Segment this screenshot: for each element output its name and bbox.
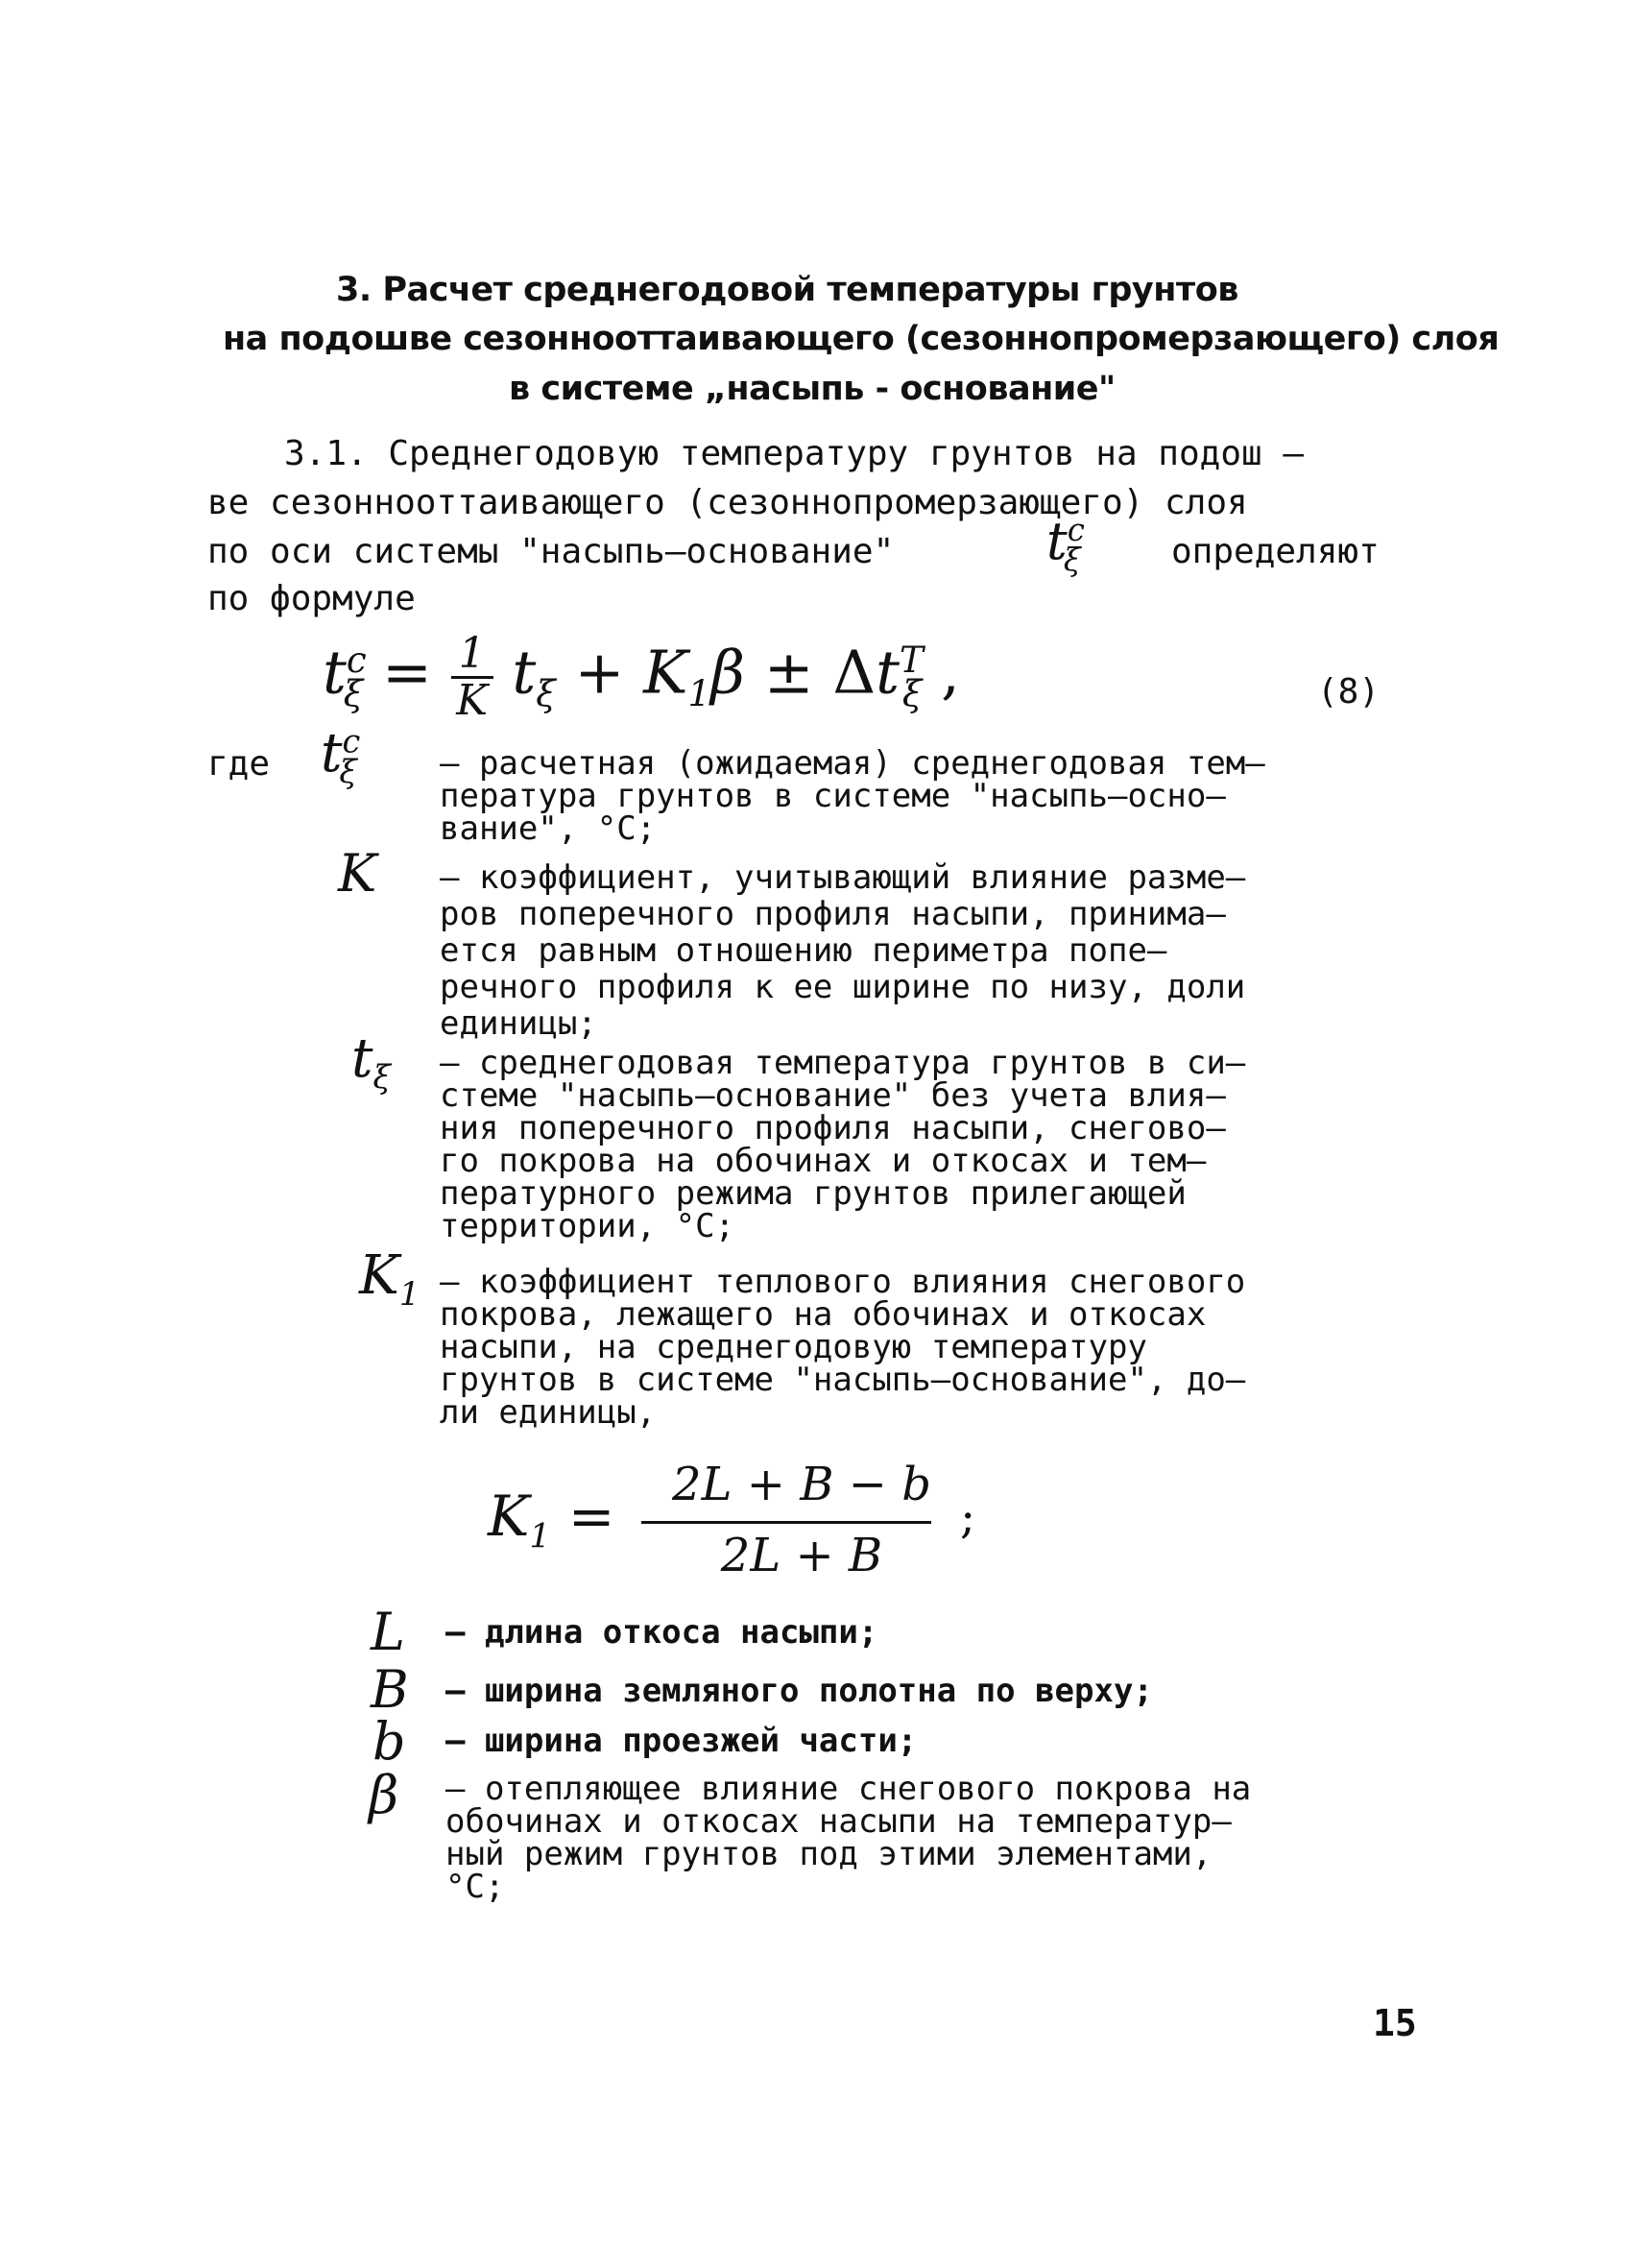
definition-line: – отепляющее влияние снегового покрова на: [445, 1770, 1252, 1808]
definition-symbol-l: L: [371, 1602, 405, 1662]
definition-symbol-k: K: [338, 843, 377, 904]
formula-k1-numerator: 2L + B − b: [672, 1458, 931, 1511]
definition-line: – расчетная (ожидаемая) среднегодовая тем–: [440, 744, 1265, 783]
paragraph-line-4: по формуле: [207, 579, 416, 618]
paragraph-line-3a: по оси системы "насыпь–основание": [207, 532, 895, 571]
definition-line: – ширина проезжей части;: [445, 1722, 918, 1760]
symbol-t-xi-c-inline: $t^c_\xi$: [1046, 511, 1085, 578]
definition-line: пература грунтов в системе "насыпь–осно–: [440, 777, 1226, 815]
definition-line: обочинах и откосах насыпи на температур–: [445, 1802, 1232, 1841]
formula-8-number: (8): [1317, 672, 1381, 712]
where-label: где: [207, 744, 271, 784]
definition-text-k: [440, 859, 1245, 1042]
definition-text-t-xi: [440, 1044, 1246, 1245]
definition-text-b-lower: [445, 1722, 918, 1760]
definition-line: грунтов в системе "насыпь–основание", до–: [440, 1361, 1246, 1399]
definition-symbol-beta: β: [369, 1765, 399, 1825]
formula-k1-lhs-symbol: K: [488, 1484, 530, 1549]
paragraph-line-1: 3.1. Среднегодовую температуру грунтов на подош –: [284, 434, 1305, 473]
definition-line: речного профиля к ее ширине по низу, доли: [440, 968, 1246, 1006]
page-number: 15: [1373, 2002, 1417, 2044]
definition-line: стеме "насыпь–основание" без учета влия–: [440, 1076, 1226, 1115]
definition-symbol-t-xi-c: $t^c_\xi$: [321, 722, 361, 791]
definition-line: пературного режима грунтов прилегающей: [440, 1174, 1187, 1213]
section-heading-line-2: на подошве сезоннооттаивающего (сезоннопромерзающего) слоя: [223, 320, 1500, 358]
definition-line: ный режим грунтов под этими элементами,: [445, 1835, 1213, 1873]
definition-text-beta: [445, 1770, 1252, 1906]
definition-line: го покрова на обочинах и откосах и тем–: [440, 1142, 1207, 1180]
definition-line: покрова, лежащего на обочинах и откосах: [440, 1295, 1207, 1334]
formula-k1-lhs: $K_1$ =: [488, 1484, 615, 1556]
definition-line: – ширина земляного полотна по верху;: [445, 1672, 1153, 1710]
definition-text-k1: [440, 1263, 1246, 1432]
formula-k1-end: ;: [960, 1490, 976, 1544]
definition-text-b-upper: [445, 1672, 1153, 1710]
definition-line: – коэффициент, учитывающий влияние разме–: [440, 858, 1246, 897]
definition-line: насыпи, на среднегодовую температуру: [440, 1328, 1147, 1366]
definition-line: °C;: [445, 1868, 505, 1906]
definition-symbol-k1: $K_1$: [359, 1244, 420, 1314]
definition-line: – среднегодовая температура грунтов в си–: [440, 1044, 1246, 1082]
definition-text-l: [445, 1613, 878, 1652]
definition-symbol-b-lower: b: [372, 1711, 406, 1772]
section-heading-line-1: 3. Расчет среднегодовой температуры грунтов: [336, 271, 1238, 309]
definition-symbol-t-xi: $t_\xi$: [351, 1027, 392, 1097]
definition-symbol-b-upper: B: [371, 1659, 409, 1720]
definition-line: – коэффициент теплового влияния снегового: [440, 1263, 1246, 1301]
definition-text-t-xi-c: [440, 744, 1265, 848]
definition-line: единицы;: [440, 1004, 597, 1043]
paragraph-line-2: ве сезоннооттаивающего (сезоннопромерзающего) слоя: [207, 483, 1248, 522]
formula-8: $t^c_\xi$ = $\frac{1}{K}$ $t_\xi + K_1\beta \pm \Delta t^T_\xi$ ,: [323, 629, 960, 725]
formula-k1-fraction-line: [641, 1521, 931, 1524]
definition-line: ли единицы,: [440, 1393, 657, 1432]
definition-line: территории, °C;: [440, 1207, 735, 1245]
definition-line: ров поперечного профиля насыпи, принима–: [440, 895, 1226, 933]
definition-line: ется равным отношению периметра попе–: [440, 931, 1167, 970]
formula-k1-denominator: 2L + B: [720, 1529, 883, 1582]
definition-line: вание", °C;: [440, 809, 657, 848]
definition-line: ния поперечного профиля насыпи, снегово–: [440, 1109, 1226, 1147]
section-heading-line-3: в системе „насыпь - основание": [509, 370, 1116, 408]
paragraph-line-3b: определяют: [1171, 532, 1380, 571]
definition-line: – длина откоса насыпи;: [445, 1613, 878, 1652]
